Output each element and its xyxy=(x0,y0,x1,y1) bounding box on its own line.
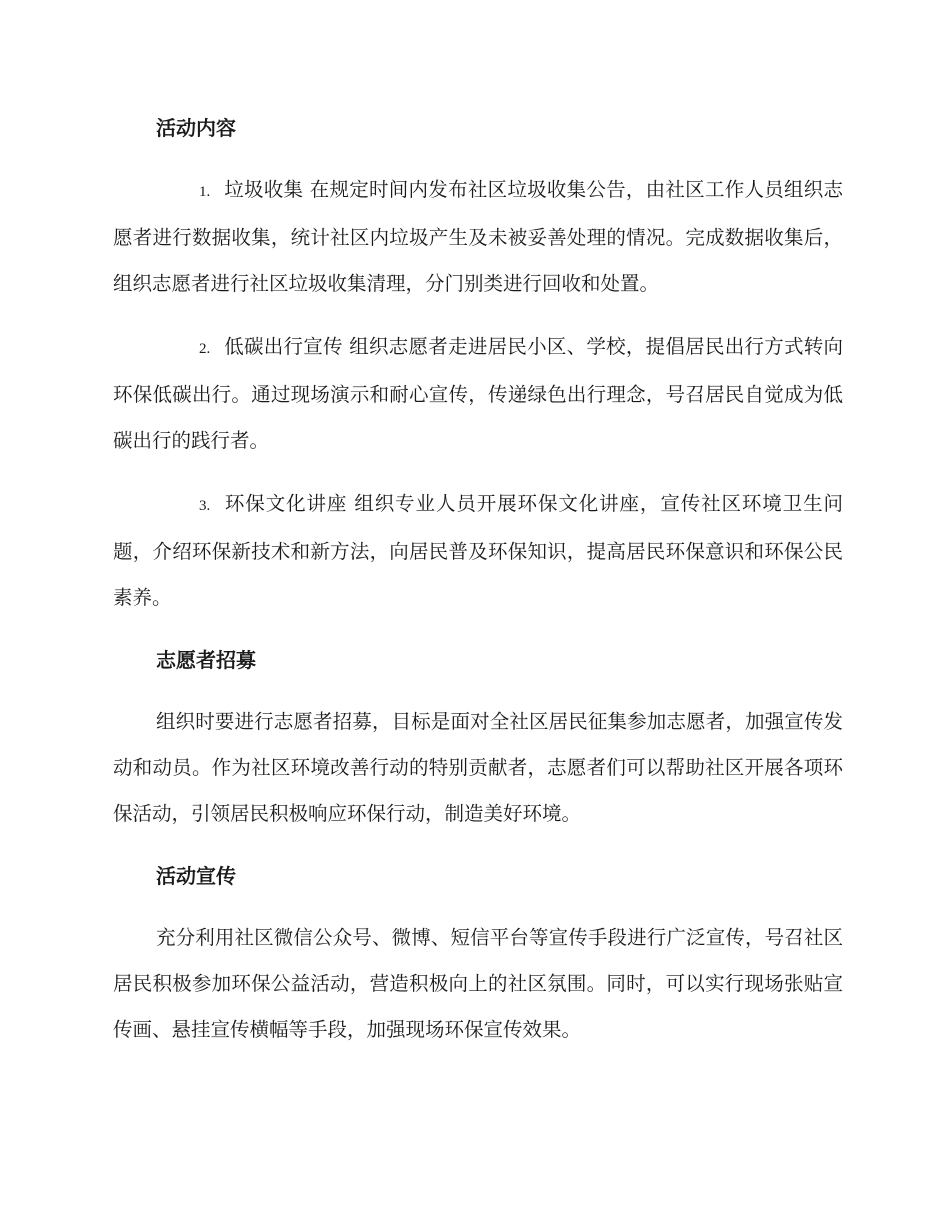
section-heading-activity: 活动内容 xyxy=(156,116,236,140)
list-item-text: 低碳出行宣传 组织志愿者走进居民小区、学校，提倡居民出行方式转向环保低碳出行。通过现场演示和耐心宣传，传递绿色出行理念，号召居民自觉成为低碳出行的践行者。 xyxy=(113,335,843,452)
list-item xyxy=(113,167,843,307)
list-number: 1. xyxy=(199,184,211,200)
list-item xyxy=(113,324,843,464)
list-number: 2. xyxy=(199,341,211,357)
section-heading-promotion: 活动宣传 xyxy=(156,864,236,888)
document-page xyxy=(113,106,843,1070)
section-heading-volunteer: 志愿者招募 xyxy=(156,648,256,672)
list-number: 3. xyxy=(199,498,211,514)
volunteer-paragraph: 组织时要进行志愿者招募，目标是面对全社区居民征集参加志愿者，加强宣传发动和动员。作为社区环境改善行动的特别贡献者，志愿者们可以帮助社区开展各项环保活动，引领居民积极响应环保行动，制造美好环境。 xyxy=(113,710,843,825)
list-item xyxy=(113,481,843,621)
promotion-paragraph: 充分利用社区微信公众号、微博、短信平台等宣传手段进行广泛宣传，号召社区居民积极参加环保公益活动，营造积极向上的社区氛围。同时，可以实行现场张贴宣传画、悬挂宣传横幅等手段，加强现场环保宣传效果。 xyxy=(113,926,843,1041)
list-item-text: 环保文化讲座 组织专业人员开展环保文化讲座，宣传社区环境卫生问题，介绍环保新技术和新方法，向居民普及环保知识，提高居民环保意识和环保公民素养。 xyxy=(113,492,843,609)
list-item-text: 垃圾收集 在规定时间内发布社区垃圾收集公告，由社区工作人员组织志愿者进行数据收集，统计社区内垃圾产生及未被妥善处理的情况。完成数据收集后，组织志愿者进行社区垃圾收集清理，分门别类进行回收和处置。 xyxy=(113,178,843,295)
